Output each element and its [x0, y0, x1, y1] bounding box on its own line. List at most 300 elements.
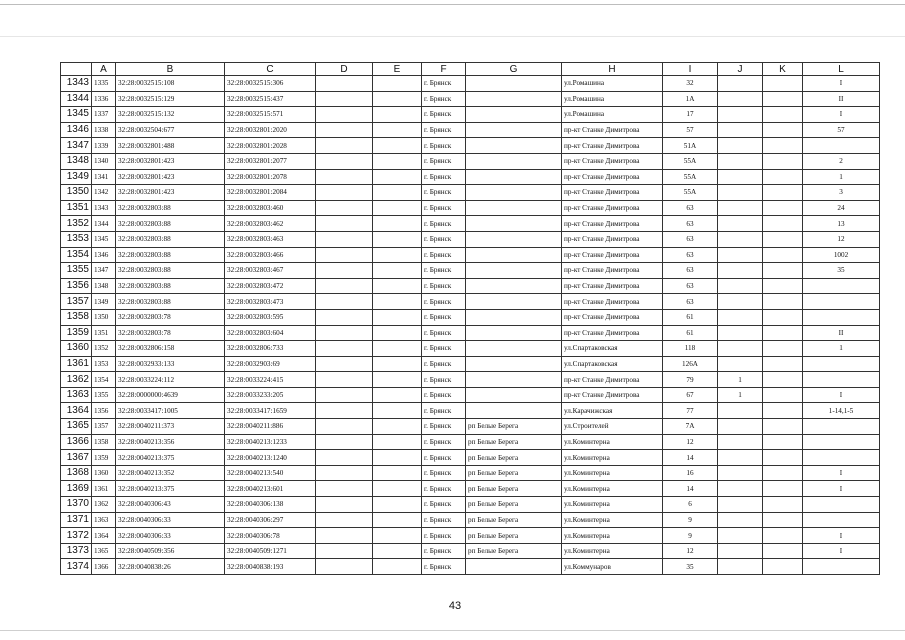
- cell-c: 32:28:0040213:1240: [225, 450, 316, 466]
- cell-k: [763, 543, 803, 559]
- cell-j: [718, 278, 763, 294]
- top-border-line: [0, 4, 905, 5]
- cell-k: [763, 450, 803, 466]
- cell-i: 1А: [663, 91, 718, 107]
- row-number: 1360: [61, 341, 92, 357]
- cell-c: 32:28:0040306:138: [225, 497, 316, 513]
- cell-i: 55А: [663, 153, 718, 169]
- row-number: 1355: [61, 263, 92, 279]
- cell-k: [763, 559, 803, 575]
- cell-e: [373, 76, 422, 92]
- cell-f: г. Брянск: [422, 419, 466, 435]
- cell-d: [316, 76, 373, 92]
- cell-d: [316, 481, 373, 497]
- cell-f: г. Брянск: [422, 91, 466, 107]
- column-header-row: [61, 63, 880, 76]
- row-number: 1359: [61, 325, 92, 341]
- cell-e: [373, 138, 422, 154]
- cell-l: 13: [803, 216, 880, 232]
- cell-d: [316, 263, 373, 279]
- cell-j: [718, 107, 763, 123]
- column-header: H: [562, 63, 663, 76]
- cell-k: [763, 278, 803, 294]
- cell-i: 55А: [663, 185, 718, 201]
- row-number: 1368: [61, 465, 92, 481]
- row-number: 1348: [61, 153, 92, 169]
- cell-d: [316, 450, 373, 466]
- cell-a: 1361: [92, 481, 116, 497]
- cell-d: [316, 231, 373, 247]
- cell-l: [803, 138, 880, 154]
- cell-a: 1359: [92, 450, 116, 466]
- cell-f: г. Брянск: [422, 356, 466, 372]
- cell-h: ул.Коммунаров: [562, 559, 663, 575]
- cell-e: [373, 497, 422, 513]
- cell-d: [316, 278, 373, 294]
- cell-e: [373, 278, 422, 294]
- row-number: 1370: [61, 497, 92, 513]
- cell-l: I: [803, 387, 880, 403]
- cell-i: 67: [663, 387, 718, 403]
- cell-k: [763, 200, 803, 216]
- cell-l: [803, 559, 880, 575]
- cell-j: [718, 309, 763, 325]
- cell-i: 63: [663, 231, 718, 247]
- cell-l: [803, 419, 880, 435]
- row-number: 1343: [61, 76, 92, 92]
- cell-k: [763, 231, 803, 247]
- cell-k: [763, 465, 803, 481]
- cell-i: 35: [663, 559, 718, 575]
- cell-f: г. Брянск: [422, 528, 466, 544]
- row-number: 1366: [61, 434, 92, 450]
- cell-l: II: [803, 325, 880, 341]
- cell-h: пр-кт Станке Димитрова: [562, 387, 663, 403]
- cell-f: г. Брянск: [422, 497, 466, 513]
- cell-h: ул.Ромашина: [562, 91, 663, 107]
- cell-k: [763, 216, 803, 232]
- cell-i: 63: [663, 278, 718, 294]
- row-number: 1362: [61, 372, 92, 388]
- row-number: 1365: [61, 419, 92, 435]
- cell-l: 1: [803, 169, 880, 185]
- cell-j: [718, 341, 763, 357]
- cell-b: 32:28:0040213:356: [116, 434, 225, 450]
- cell-i: 77: [663, 403, 718, 419]
- table-body: [61, 76, 880, 575]
- cell-k: [763, 434, 803, 450]
- cell-e: [373, 481, 422, 497]
- cell-h: пр-кт Станке Димитрова: [562, 200, 663, 216]
- cell-e: [373, 419, 422, 435]
- cell-g: [466, 559, 562, 575]
- cell-i: 126А: [663, 356, 718, 372]
- cell-k: [763, 528, 803, 544]
- cell-g: [466, 387, 562, 403]
- cell-h: ул.Коминтерна: [562, 434, 663, 450]
- cell-g: [466, 231, 562, 247]
- cell-h: пр-кт Станке Димитрова: [562, 325, 663, 341]
- cell-f: г. Брянск: [422, 559, 466, 575]
- cell-b: 32:28:0032803:78: [116, 325, 225, 341]
- cell-l: [803, 309, 880, 325]
- cell-j: [718, 138, 763, 154]
- cell-h: ул.Спартаковская: [562, 356, 663, 372]
- cell-k: [763, 325, 803, 341]
- row-number: 1358: [61, 309, 92, 325]
- cell-i: 6: [663, 497, 718, 513]
- cell-b: 32:28:0040306:33: [116, 512, 225, 528]
- table-row: [61, 138, 880, 154]
- cell-d: [316, 247, 373, 263]
- table-row: [61, 200, 880, 216]
- cell-a: 1345: [92, 231, 116, 247]
- cell-j: [718, 216, 763, 232]
- cell-a: 1360: [92, 465, 116, 481]
- cell-i: 61: [663, 325, 718, 341]
- cell-l: 12: [803, 231, 880, 247]
- column-header: I: [663, 63, 718, 76]
- cell-a: 1346: [92, 247, 116, 263]
- cell-j: 1: [718, 372, 763, 388]
- table-row: [61, 434, 880, 450]
- row-number: 1347: [61, 138, 92, 154]
- cell-f: г. Брянск: [422, 434, 466, 450]
- cell-a: 1349: [92, 294, 116, 310]
- cell-h: ул.Коминтерна: [562, 481, 663, 497]
- row-number: 1346: [61, 122, 92, 138]
- row-number: 1372: [61, 528, 92, 544]
- cell-f: г. Брянск: [422, 263, 466, 279]
- cell-h: пр-кт Станке Димитрова: [562, 169, 663, 185]
- cell-e: [373, 169, 422, 185]
- table-row: [61, 528, 880, 544]
- cell-g: [466, 341, 562, 357]
- cell-b: 32:28:0032504:677: [116, 122, 225, 138]
- cell-k: [763, 294, 803, 310]
- cell-k: [763, 356, 803, 372]
- cell-h: пр-кт Станке Димитрова: [562, 153, 663, 169]
- cell-k: [763, 185, 803, 201]
- cell-h: пр-кт Станке Димитрова: [562, 294, 663, 310]
- cell-f: г. Брянск: [422, 512, 466, 528]
- cell-h: ул.Строителей: [562, 419, 663, 435]
- cell-b: 32:28:0040509:356: [116, 543, 225, 559]
- cell-h: ул.Коминтерна: [562, 450, 663, 466]
- cell-e: [373, 387, 422, 403]
- row-number: 1356: [61, 278, 92, 294]
- cell-a: 1338: [92, 122, 116, 138]
- cell-c: 32:28:0032806:733: [225, 341, 316, 357]
- cell-b: 32:28:0040213:352: [116, 465, 225, 481]
- cell-k: [763, 387, 803, 403]
- cell-l: [803, 294, 880, 310]
- cell-b: 32:28:0032803:88: [116, 263, 225, 279]
- table-row: [61, 153, 880, 169]
- cell-f: г. Брянск: [422, 465, 466, 481]
- column-header: B: [116, 63, 225, 76]
- cell-k: [763, 91, 803, 107]
- cell-g: рп Белые Берега: [466, 481, 562, 497]
- cell-l: I: [803, 481, 880, 497]
- cell-c: 32:28:0040509:1271: [225, 543, 316, 559]
- cell-j: [718, 76, 763, 92]
- row-number: 1344: [61, 91, 92, 107]
- cell-h: ул.Коминтерна: [562, 465, 663, 481]
- cell-c: 32:28:0033417:1659: [225, 403, 316, 419]
- cell-a: 1348: [92, 278, 116, 294]
- cell-j: [718, 247, 763, 263]
- cell-e: [373, 294, 422, 310]
- cell-a: 1353: [92, 356, 116, 372]
- cell-j: [718, 419, 763, 435]
- cell-e: [373, 465, 422, 481]
- cell-g: [466, 138, 562, 154]
- column-header: C: [225, 63, 316, 76]
- table-row: [61, 559, 880, 575]
- cell-h: пр-кт Станке Димитрова: [562, 372, 663, 388]
- cell-b: 32:28:0032803:78: [116, 309, 225, 325]
- cell-c: 32:28:0032515:437: [225, 91, 316, 107]
- cell-k: [763, 372, 803, 388]
- cell-l: 24: [803, 200, 880, 216]
- cell-d: [316, 122, 373, 138]
- cell-c: 32:28:0040306:297: [225, 512, 316, 528]
- cell-k: [763, 481, 803, 497]
- cell-c: 32:28:0032803:595: [225, 309, 316, 325]
- cell-g: [466, 263, 562, 279]
- cell-j: [718, 153, 763, 169]
- cell-a: 1355: [92, 387, 116, 403]
- cell-d: [316, 294, 373, 310]
- cell-f: г. Брянск: [422, 387, 466, 403]
- cell-l: 57: [803, 122, 880, 138]
- cell-l: [803, 356, 880, 372]
- cell-d: [316, 387, 373, 403]
- cell-l: [803, 372, 880, 388]
- cell-k: [763, 169, 803, 185]
- cell-e: [373, 512, 422, 528]
- cell-d: [316, 528, 373, 544]
- cell-j: [718, 169, 763, 185]
- cell-f: г. Брянск: [422, 200, 466, 216]
- page-number: 43: [448, 600, 462, 612]
- cell-j: [718, 325, 763, 341]
- table-row: [61, 169, 880, 185]
- table-row: [61, 325, 880, 341]
- cell-h: пр-кт Станке Димитрова: [562, 185, 663, 201]
- cell-d: [316, 419, 373, 435]
- cell-h: пр-кт Станке Димитрова: [562, 278, 663, 294]
- cell-a: 1347: [92, 263, 116, 279]
- cell-c: 32:28:0032903:69: [225, 356, 316, 372]
- cell-j: [718, 481, 763, 497]
- cell-e: [373, 559, 422, 575]
- table-row: [61, 403, 880, 419]
- cell-c: 32:28:0040838:193: [225, 559, 316, 575]
- cell-e: [373, 309, 422, 325]
- cell-j: 1: [718, 387, 763, 403]
- cell-l: 2: [803, 153, 880, 169]
- cell-a: 1364: [92, 528, 116, 544]
- cell-g: [466, 153, 562, 169]
- cell-a: 1336: [92, 91, 116, 107]
- cell-f: г. Брянск: [422, 543, 466, 559]
- cell-g: рп Белые Берега: [466, 512, 562, 528]
- cell-f: г. Брянск: [422, 107, 466, 123]
- cell-b: 32:28:0032803:88: [116, 216, 225, 232]
- table-row: [61, 122, 880, 138]
- cell-k: [763, 247, 803, 263]
- cell-d: [316, 403, 373, 419]
- cell-i: 9: [663, 512, 718, 528]
- cell-c: 32:28:0032803:473: [225, 294, 316, 310]
- cell-k: [763, 309, 803, 325]
- cell-i: 63: [663, 247, 718, 263]
- cell-b: 32:28:0033224:112: [116, 372, 225, 388]
- cell-g: [466, 122, 562, 138]
- cell-e: [373, 231, 422, 247]
- cell-k: [763, 497, 803, 513]
- cell-b: 32:28:0032803:88: [116, 278, 225, 294]
- table-row: [61, 247, 880, 263]
- cell-a: 1341: [92, 169, 116, 185]
- cell-a: 1366: [92, 559, 116, 575]
- cell-g: [466, 325, 562, 341]
- cell-d: [316, 341, 373, 357]
- cell-c: 32:28:0032803:604: [225, 325, 316, 341]
- cell-g: [466, 169, 562, 185]
- cell-j: [718, 512, 763, 528]
- cell-e: [373, 325, 422, 341]
- cell-c: 32:28:0032803:463: [225, 231, 316, 247]
- cell-l: 1-14,1-5: [803, 403, 880, 419]
- cell-j: [718, 231, 763, 247]
- table-row: [61, 372, 880, 388]
- cell-i: 79: [663, 372, 718, 388]
- row-number: 1345: [61, 107, 92, 123]
- cell-i: 63: [663, 263, 718, 279]
- cell-f: г. Брянск: [422, 309, 466, 325]
- cell-j: [718, 465, 763, 481]
- cell-k: [763, 107, 803, 123]
- cell-b: 32:28:0040213:375: [116, 481, 225, 497]
- cell-f: г. Брянск: [422, 231, 466, 247]
- cell-g: рп Белые Берега: [466, 465, 562, 481]
- cell-h: пр-кт Станке Димитрова: [562, 138, 663, 154]
- cell-f: г. Брянск: [422, 372, 466, 388]
- row-number: 1371: [61, 512, 92, 528]
- cell-e: [373, 200, 422, 216]
- cell-d: [316, 153, 373, 169]
- table-row: [61, 309, 880, 325]
- cell-g: [466, 185, 562, 201]
- cell-d: [316, 216, 373, 232]
- cell-l: I: [803, 107, 880, 123]
- cell-e: [373, 434, 422, 450]
- cell-h: ул.Коминтерна: [562, 543, 663, 559]
- cell-a: 1363: [92, 512, 116, 528]
- cell-d: [316, 356, 373, 372]
- cell-j: [718, 294, 763, 310]
- cell-g: [466, 76, 562, 92]
- cell-b: 32:28:0040838:26: [116, 559, 225, 575]
- cell-j: [718, 122, 763, 138]
- cell-i: 14: [663, 481, 718, 497]
- cell-l: [803, 497, 880, 513]
- cell-g: [466, 247, 562, 263]
- cell-d: [316, 138, 373, 154]
- table-row: [61, 387, 880, 403]
- cell-c: 32:28:0032801:2077: [225, 153, 316, 169]
- cell-c: 32:28:0040306:78: [225, 528, 316, 544]
- cell-i: 12: [663, 434, 718, 450]
- cell-e: [373, 122, 422, 138]
- cell-l: I: [803, 528, 880, 544]
- cell-j: [718, 528, 763, 544]
- table-row: [61, 185, 880, 201]
- cell-g: [466, 278, 562, 294]
- cell-i: 61: [663, 309, 718, 325]
- table-row: [61, 543, 880, 559]
- row-number: 1349: [61, 169, 92, 185]
- cell-b: 32:28:0032803:88: [116, 231, 225, 247]
- cell-l: I: [803, 76, 880, 92]
- cell-e: [373, 341, 422, 357]
- column-header: A: [92, 63, 116, 76]
- cell-f: г. Брянск: [422, 169, 466, 185]
- cell-g: [466, 107, 562, 123]
- cell-a: 1352: [92, 341, 116, 357]
- table-row: [61, 216, 880, 232]
- row-number: 1352: [61, 216, 92, 232]
- cell-c: 32:28:0032803:472: [225, 278, 316, 294]
- cell-i: 51А: [663, 138, 718, 154]
- row-number: 1364: [61, 403, 92, 419]
- cell-e: [373, 263, 422, 279]
- cell-i: 57: [663, 122, 718, 138]
- cell-g: рп Белые Берега: [466, 528, 562, 544]
- cell-b: 32:28:0040211:373: [116, 419, 225, 435]
- table-row: [61, 419, 880, 435]
- cell-h: пр-кт Станке Димитрова: [562, 231, 663, 247]
- cell-g: рп Белые Берега: [466, 543, 562, 559]
- cell-c: 32:28:0032801:2078: [225, 169, 316, 185]
- cell-c: 32:28:0032803:460: [225, 200, 316, 216]
- table-row: [61, 294, 880, 310]
- cell-l: [803, 512, 880, 528]
- row-number: 1367: [61, 450, 92, 466]
- cell-i: 16: [663, 465, 718, 481]
- cell-e: [373, 216, 422, 232]
- table-row: [61, 512, 880, 528]
- cell-k: [763, 76, 803, 92]
- cell-j: [718, 185, 763, 201]
- cell-k: [763, 138, 803, 154]
- cell-k: [763, 122, 803, 138]
- cell-g: [466, 372, 562, 388]
- cell-a: 1343: [92, 200, 116, 216]
- cell-a: 1362: [92, 497, 116, 513]
- cell-g: [466, 403, 562, 419]
- cell-a: 1365: [92, 543, 116, 559]
- cell-a: 1357: [92, 419, 116, 435]
- cell-f: г. Брянск: [422, 153, 466, 169]
- cell-i: 55А: [663, 169, 718, 185]
- cell-d: [316, 543, 373, 559]
- cell-e: [373, 403, 422, 419]
- cell-f: г. Брянск: [422, 481, 466, 497]
